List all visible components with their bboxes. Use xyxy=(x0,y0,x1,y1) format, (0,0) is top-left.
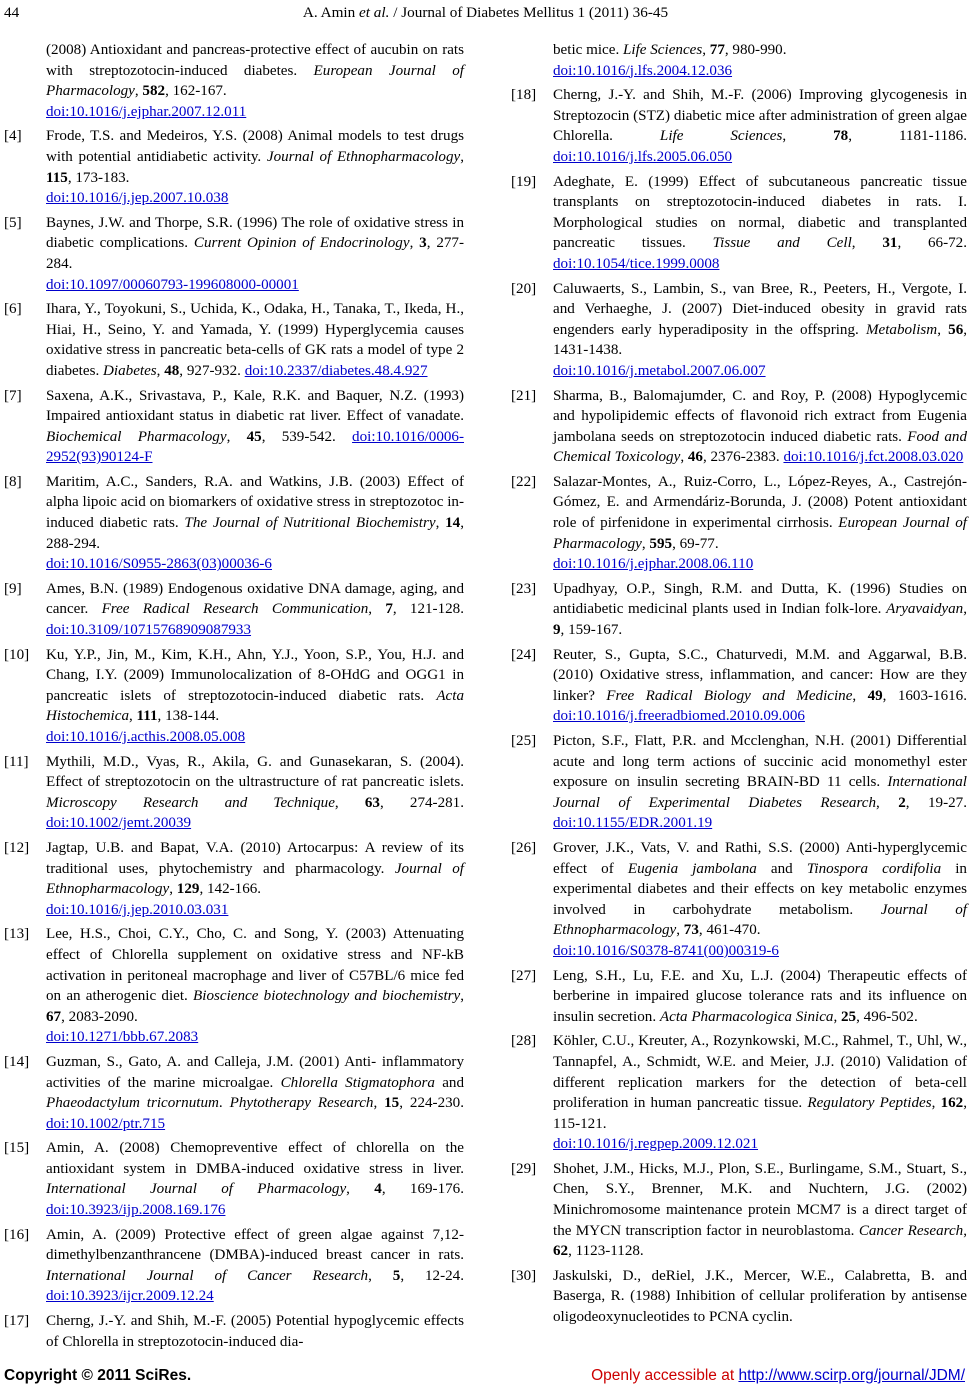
reference-authors-title: Ihara, Y., Toyokuni, S., Uchida, K., Odaka, H., Tanaka, T., Ikeda, H., Hiai, H., Seino, Y. and Yamada, Y. (1999) Hyperglycemia causes oxidative stress in pancreatic beta-cells of GK rats a model of type 2 diabetes. xyxy=(46,301,464,379)
reference-volume: 9 xyxy=(553,622,561,639)
reference-pages: , 138-144. xyxy=(157,708,220,725)
reference-doi-link[interactable]: doi:10.1016/j.lfs.2005.06.050 xyxy=(553,148,733,165)
reference-journal: Journal of Ethnopharmacology xyxy=(46,860,464,898)
reference-authors-title: Sharma, B., Balomajumder, C. and Roy, P. (2008) Hypoglycemic and hypolipidemic effects of flavonoid rich extract from Eugenia jambolana seeds on streptozotocin induced diabetic rats. xyxy=(553,387,967,445)
reference-entry xyxy=(511,1266,967,1328)
reference-journal: European Journal of Pharmacology xyxy=(46,62,464,100)
reference-authors-title: Jaskulski, D., deRiel, J.K., Mercer, W.E., Calabretta, B. and Baserga, R. (1988) Inhibition of cellular proliferation by antisense oligodeoxynucleotides to PCNA cyclin. xyxy=(553,1267,967,1326)
reference-pages: , 1181-1186. xyxy=(848,128,967,145)
reference-text: Shohet, J.M., Hicks, M.J., Plon, S.E., Burlingame, S.M., Stuart, S., Chen, S.Y., Brenner, M.K. and Nuchtern, J.G. (2002) Minichromosome maintenance protein MCM7 is a direct target of the MYCN transcription factor in neuroblastoma. Cancer Research, 62, 1123-1128. xyxy=(553,1160,967,1260)
reference-doi-link[interactable]: doi:10.1016/S0378-8741(00)00319-6 xyxy=(553,942,779,959)
reference-authors-title: Cherng, J.-Y. and Shih, M.-F. (2006) Improving glycogenesis in Streptozocin (STZ) diabetic mice after administration of green algae Chlorella. xyxy=(553,87,967,145)
reference-volume: 46 xyxy=(687,449,703,466)
reference-doi-link[interactable]: doi:10.1016/0006-2952(93)90124-F xyxy=(46,428,464,466)
reference-journal: Cancer Research xyxy=(858,1222,964,1239)
reference-connector: and xyxy=(434,1074,464,1091)
reference-text xyxy=(553,1266,967,1328)
reference-journal: Acta Histochemica xyxy=(46,687,464,725)
reference-doi-link[interactable]: doi:10.3923/ijcr.2009.12.24 xyxy=(46,1288,214,1305)
reference-journal: Journal of Ethnopharmacology xyxy=(266,148,461,165)
reference-authors-title: Salazar-Montes, A., Ruiz-Corro, L., López-Reyes, A., Castrejón-Gómez, E. and Armendáriz-Borunda, J. (2008) Potent antioxidant role of pirfenidone in experimental cirrhosis. xyxy=(553,473,967,532)
reference-number: [9] xyxy=(4,580,22,597)
reference-entry xyxy=(4,924,464,1048)
reference-authors-title: Grover, J.K., Vats, V. and Rathi, S.S. (2000) Anti-hyperglycemic effect of xyxy=(553,839,967,877)
reference-number: [21] xyxy=(511,387,537,404)
reference-pages: , 927-932. xyxy=(179,362,245,379)
reference-pages: , 159-167. xyxy=(560,622,623,639)
reference-journal: Life Sciences xyxy=(659,128,783,145)
reference-italic-term: Tinospora cordifolia xyxy=(806,860,942,877)
reference-authors-title: Ku, Y.P., Jin, M., Kim, K.H., Ahn, Y.J., Yoon, S.P., You, H.J. and Chang, I.Y. (2009) Immunolocalization of 8-OHdG and OGG1 in pancreatic islets of streptozotocin-induced diabetic rats. xyxy=(46,646,464,704)
reference-volume: 14 xyxy=(445,515,461,532)
page-number: 44 xyxy=(4,4,20,21)
reference-authors-title: Baynes, J.W. and Thorpe, S.R. (1996) The role of oxidative stress in diabetic complications. xyxy=(46,214,464,252)
reference-number: [23] xyxy=(511,580,537,597)
reference-pages: , 2376-2383. xyxy=(702,449,784,466)
reference-volume: 4 xyxy=(374,1181,382,1198)
reference-number: [26] xyxy=(511,839,537,856)
reference-volume: 56 xyxy=(948,321,964,338)
reference-volume: 162 xyxy=(940,1095,964,1112)
reference-doi-link[interactable]: doi:10.1016/j.jep.2007.10.038 xyxy=(46,190,229,207)
reference-authors-title: Ames, B.N. (1989) Endogenous oxidative DNA damage, aging, and cancer. xyxy=(46,580,464,618)
reference-text: Upadhyay, O.P., Singh, R.M. and Dutta, K. (1996) Studies on antidiabetic medicinal plants used in Indian folk-lore. Aryavaidyan, 9, 159-167. xyxy=(553,580,967,639)
reference-volume: 73 xyxy=(683,922,699,939)
reference-journal: Phytotherapy Research xyxy=(229,1095,374,1112)
reference-doi-link[interactable]: doi:10.1016/j.jep.2010.03.031 xyxy=(46,901,229,918)
reference-doi-link[interactable]: doi:10.1016/j.fct.2008.03.020 xyxy=(783,449,964,466)
reference-pages: , 274-281. xyxy=(379,794,464,811)
reference-volume: 77 xyxy=(709,42,725,58)
reference-number: [10] xyxy=(4,646,30,663)
reference-doi-link[interactable]: doi:10.1002/jemt.20039 xyxy=(46,815,192,832)
reference-pages: , 461-470. xyxy=(698,922,761,939)
reference-pages: , 173-183. xyxy=(67,169,130,186)
reference-text: Sharma, B., Balomajumder, C. and Roy, P. (2008) Hypoglycemic and hypolipidemic effects of flavonoid rich extract from Eugenia jambolana seeds on streptozotocin induced diabetic rats. Food and Chemical Toxicology, 46, 2376-2383. doi:10.1016/j.fct.2008.03.020 xyxy=(553,387,967,466)
reference-doi-link[interactable]: doi:10.1054/tice.1999.0008 xyxy=(553,255,720,272)
reference-text: Jagtap, U.B. and Bapat, V.A. (2010) Artocarpus: A review of its traditional uses, phytochemistry and pharmacology. Journal of Ethnopharmacology, 129, 142-166. doi:10.1016/j.jep.2010.03.031 xyxy=(46,839,464,918)
reference-entry xyxy=(4,1052,464,1134)
reference-volume: 582 xyxy=(142,83,166,100)
reference-journal: Free Radical Biology and Medicine xyxy=(606,687,853,704)
reference-entry xyxy=(4,579,464,641)
reference-text: Amin, A. (2008) Chemopreventive effect of chlorella on the antioxidant system in DMBA-induced oxidative stress in liver. International Journal of Pharmacology, 4, 169-176. doi:10.3923/ijp.2008.169.176 xyxy=(46,1140,464,1219)
reference-pages: , 277-284. xyxy=(46,235,464,272)
reference-entry xyxy=(511,731,967,834)
reference-text: (2008) Antioxidant and pancreas-protective effect of aucubin on rats with streptozotocin-induced diabetes. European Journal of Pharmacology, 582, 162-167. doi:10.1016/j.ejphar.2007.12.011 xyxy=(46,42,464,120)
reference-volume: 67 xyxy=(46,1008,62,1025)
reference-volume: 49 xyxy=(867,687,883,704)
reference-number: [29] xyxy=(511,1160,537,1177)
reference-entry xyxy=(4,472,464,575)
reference-entry xyxy=(511,172,967,275)
reference-text xyxy=(46,1311,464,1352)
reference-text: Salazar-Montes, A., Ruiz-Corro, L., López-Reyes, A., Castrejón-Gómez, E. and Armendáriz-Borunda, J. (2008) Potent antioxidant role of pirfenidone in experimental cirrhosis. European Journal of Pharmacology, 595, 69-77. doi:10.1016/j.ejphar.2008.06.110 xyxy=(553,473,967,573)
reference-doi-link[interactable]: doi:10.1016/j.regpep.2009.12.021 xyxy=(553,1136,759,1153)
reference-entry xyxy=(511,1159,967,1262)
reference-number: [16] xyxy=(4,1226,30,1243)
reference-number: [15] xyxy=(4,1140,30,1157)
reference-entry xyxy=(4,645,464,748)
reference-pages: , 2083-2090. xyxy=(61,1008,138,1025)
reference-entry xyxy=(4,40,464,122)
reference-entry xyxy=(511,40,967,81)
reference-journal: Journal of Ethnopharmacology xyxy=(553,901,967,939)
reference-text: Adeghate, E. (1999) Effect of subcutaneous pancreatic tissue transplants on streptozotocin-induced diabetes in rats. I. Morphological studies on normal, diabetic and transplanted pancreatic tissues. Tissue and Cell, 31, 66-72. doi:10.1054/tice.1999.0008 xyxy=(553,173,967,272)
reference-volume: 129 xyxy=(176,881,200,898)
journal-url-link[interactable]: http://www.scirp.org/journal/JDM/ xyxy=(738,1367,965,1384)
copyright-notice: Copyright © 2011 SciRes. xyxy=(4,1367,192,1384)
reference-doi-link[interactable]: doi:10.1016/j.ejphar.2007.12.011 xyxy=(46,103,247,120)
reference-number: [4] xyxy=(4,128,22,145)
reference-journal: Biochemical Pharmacology xyxy=(46,428,227,445)
reference-pages: , 66-72. xyxy=(897,235,967,252)
reference-entry xyxy=(511,85,967,167)
right-reference-column xyxy=(511,40,967,1332)
reference-authors-title: Leng, S.H., Lu, F.E. and Xu, L.J. (2004) Therapeutic effects of berberine in impaired glucose tolerance rats and its influence on insulin secretion. xyxy=(553,967,967,1025)
reference-text: Caluwaerts, S., Lambin, S., van Bree, R., Peeters, H., Vergote, I. and Verhaeghe, J. (2007) Diet-induced obesity in gravid rats engenders early hyperadiposity in the offspring. Metabolism, 56, 1431-1438. doi:10.1016/j.metabol.2007.06.007 xyxy=(553,280,968,379)
reference-journal: Aryavaidyan xyxy=(886,601,964,618)
reference-italic-term: Phaeodactylum tricornutum xyxy=(46,1095,219,1112)
reference-entry xyxy=(4,752,464,834)
reference-number: [19] xyxy=(511,173,537,190)
reference-number: [27] xyxy=(511,967,537,984)
reference-text: betic mice. Life Sciences, 77, 980-990. doi:10.1016/j.lfs.2004.12.036 xyxy=(553,42,787,79)
reference-text: Leng, S.H., Lu, F.E. and Xu, L.J. (2004) Therapeutic effects of berberine in impaired glucose tolerance rats and its influence on insulin secretion. Acta Pharmacologica Sinica, 25, 496-502. xyxy=(553,967,967,1025)
reference-number: [28] xyxy=(511,1033,537,1050)
reference-text: Amin, A. (2009) Protective effect of green algae against 7,12-dimethylbenzanthrancene (DMBA)-induced breast cancer in rats. International Journal of Cancer Research, 5, 12-24. doi:10.3923/ijcr.2009.12.24 xyxy=(46,1226,464,1305)
reference-doi-link[interactable]: doi:10.1016/j.freeradbiomed.2010.09.006 xyxy=(553,708,805,725)
reference-italic-term: Eugenia jambolana xyxy=(627,860,757,877)
reference-italic-term: Chlorella Stigmatophora xyxy=(280,1074,435,1091)
reference-journal: Current Opinion of Endocrinology xyxy=(193,235,410,252)
reference-text: Guzman, S., Gato, A. and Calleja, J.M. (2001) Anti- inflammatory activities of the marine microalgae. Chlorella Stigmatophora and Phaeodactylum tricornutum. Phytotherapy Research, 15, 224-230. doi:10.1002/ptr.715 xyxy=(46,1053,464,1132)
reference-text: Lee, H.S., Choi, C.Y., Cho, C. and Song, Y. (2003) Attenuating effect of Chlorella supplement on oxidative stress and NF-kB activation in peritoneal macrophage and liver of C57BL/6 mice fed on an atherogenic diet. Bioscience biotechnology and biochemistry, 67, 2083-2090. doi:10.1271/bbb.67.2083 xyxy=(46,926,464,1046)
reference-authors-title: betic mice. xyxy=(553,42,623,58)
reference-volume: 111 xyxy=(136,708,158,725)
reference-text: Ames, B.N. (1989) Endogenous oxidative DNA damage, aging, and cancer. Free Radical Research Communication, 7, 121-128. doi:10.3109/10715768909087933 xyxy=(46,580,464,639)
reference-entry xyxy=(4,1225,464,1307)
reference-doi-link[interactable]: doi:10.1155/EDR.2001.19 xyxy=(553,815,713,832)
reference-authors-title: Picton, S.F., Flatt, P.R. and Mcclenghan, N.H. (2001) Differential acute and long term actions of succinic acid monomethyl ester exposure on insulin secreting BRAIN-BD 11 cells. xyxy=(553,733,967,791)
reference-entry xyxy=(511,386,967,468)
reference-doi-link[interactable]: doi:10.3109/10715768909087933 xyxy=(46,622,252,639)
reference-volume: 595 xyxy=(649,535,673,552)
reference-journal: European Journal of Pharmacology xyxy=(553,515,967,552)
reference-authors-title: Upadhyay, O.P., Singh, R.M. and Dutta, K. (1996) Studies on antidiabetic medicinal plants used in Indian folk-lore. xyxy=(553,580,967,618)
reference-text: Ihara, Y., Toyokuni, S., Uchida, K., Odaka, H., Tanaka, T., Ikeda, H., Hiai, H., Seino, Y. and Yamada, Y. (1999) Hyperglycemia causes oxidative stress in pancreatic beta-cells of GK rats a model of type 2 diabetes. Diabetes, 48, 927-932. doi:10.2337/diabetes.48.4.927 xyxy=(46,301,464,379)
reference-doi-link[interactable]: doi:10.1016/j.metabol.2007.06.007 xyxy=(553,362,766,379)
reference-text: Grover, J.K., Vats, V. and Rathi, S.S. (2000) Anti-hyperglycemic effect of Eugenia jambolana and Tinospora cordifolia in experimental diabetes and their effects on key metabolic enzymes involved in carbohydrate metabolism. Journal of Ethnopharmacology, 73, 461-470. doi:10.1016/S0378-8741(00)00319-6 xyxy=(553,839,967,959)
reference-entry xyxy=(511,472,967,575)
reference-pages: , 19-27. xyxy=(905,794,967,811)
reference-journal: International Journal of Cancer Research xyxy=(46,1267,369,1284)
reference-authors-title: Maritim, A.C., Sanders, R.A. and Watkins, J.B. (2003) Effect of alpha lipoic acid on biomarkers of oxidative stress in streptozotoc in-induced diabetic rats. xyxy=(46,473,464,532)
reference-doi-link[interactable]: doi:10.1016/j.ejphar.2008.06.110 xyxy=(553,556,754,573)
reference-doi-link[interactable]: doi:10.3923/ijp.2008.169.176 xyxy=(46,1202,226,1219)
reference-pages: , 1603-1616. xyxy=(882,687,967,704)
reference-authors-title: Frode, T.S. and Medeiros, Y.S. (2008) Animal models to test drugs with potential antidiabetic activity. xyxy=(46,128,464,165)
reference-entry xyxy=(4,1138,464,1220)
reference-doi-link[interactable]: doi:10.1016/S0955-2863(03)00036-6 xyxy=(46,556,272,573)
reference-entry xyxy=(511,838,967,962)
reference-text-continued: . xyxy=(218,1095,230,1112)
reference-number: [6] xyxy=(4,301,22,318)
reference-authors-title: Adeghate, E. (1999) Effect of subcutaneous pancreatic tissue transplants on streptozotocin-induced diabetes in rats. I. Morphological studies on normal, diabetic and transplanted pancreatic tissues. xyxy=(553,173,967,252)
reference-doi-link[interactable]: doi:10.1016/j.lfs.2004.12.036 xyxy=(553,62,733,79)
reference-pages: , 121-128. xyxy=(392,601,464,618)
reference-pages: , 12-24. xyxy=(400,1267,464,1284)
reference-entry xyxy=(4,838,464,920)
reference-number: [24] xyxy=(511,646,537,663)
reference-journal: Microscopy Research and Technique xyxy=(46,794,335,811)
reference-journal: Regulatory Peptides xyxy=(807,1095,932,1112)
left-reference-column xyxy=(4,40,464,1356)
reference-pages: , 69-77. xyxy=(672,535,719,552)
reference-journal: Tissue and Cell xyxy=(712,235,852,252)
reference-pages: , 980-990. xyxy=(724,42,787,58)
reference-doi-link[interactable]: doi:10.1002/ptr.715 xyxy=(46,1115,166,1132)
reference-pages: , 496-502. xyxy=(856,1008,918,1025)
reference-journal: Bioscience biotechnology and biochemistry xyxy=(193,988,461,1005)
reference-number: [8] xyxy=(4,473,22,490)
reference-entry xyxy=(511,1031,967,1155)
reference-entry xyxy=(4,126,464,208)
reference-number: [12] xyxy=(4,839,30,856)
reference-authors-title: Caluwaerts, S., Lambin, S., van Bree, R., Peeters, H., Vergote, I. and Verhaeghe, J. (2007) Diet-induced obesity in gravid rats engenders early hyperadiposity in the offspring. xyxy=(553,280,967,338)
reference-volume: 2 xyxy=(898,794,906,811)
reference-pages: , 115-121. xyxy=(553,1095,967,1132)
reference-entry xyxy=(511,279,967,382)
reference-doi-link[interactable]: doi:10.1016/j.acthis.2008.05.008 xyxy=(46,729,246,745)
reference-entry xyxy=(4,213,464,295)
reference-journal: Metabolism xyxy=(865,321,938,338)
reference-authors-title: Köhler, C.U., Kreuter, A., Rozynkowski, M.C., Rahmel, T., Uhl, W., Tannapfel, A., Schmidt, W.E. and Meier, J.J. (2010) Validation of different replication markers for the detection of beta-cell proliferation in human pancreatic tissue. xyxy=(553,1033,967,1112)
reference-volume: 45 xyxy=(246,428,262,445)
reference-journal: Free Radical Research Communication xyxy=(101,601,369,618)
reference-pages: , 224-230. xyxy=(399,1095,464,1112)
reference-volume: 5 xyxy=(392,1267,401,1284)
reference-text: Ku, Y.P., Jin, M., Kim, K.H., Ahn, Y.J., Yoon, S.P., You, H.J. and Chang, I.Y. (2009) Immunolocalization of 8-OHdG and OGG1 in pancreatic islets of streptozotocin-induced diabetic rats. Acta Histochemica, 111, 138-144. doi:10.1016/j.acthis.2008.05.008 xyxy=(46,646,464,745)
reference-doi-link[interactable]: doi:10.1271/bbb.67.2083 xyxy=(46,1029,199,1046)
reference-entry xyxy=(511,579,967,641)
reference-authors-title: Amin, A. (2009) Protective effect of green algae against 7,12-dimethylbenzanthrancene (DMBA)-induced breast cancer in rats. xyxy=(46,1226,464,1264)
reference-text: Picton, S.F., Flatt, P.R. and Mcclenghan, N.H. (2001) Differential acute and long term actions of succinic acid monomethyl ester exposure on insulin secreting BRAIN-BD 11 cells. International Journal of Experimental Diabetes Research, 2, 19-27. doi:10.1155/EDR.2001.19 xyxy=(553,733,967,832)
reference-pages: , 1123-1128. xyxy=(568,1243,644,1260)
reference-connector: and xyxy=(756,860,807,877)
running-header xyxy=(0,2,971,24)
reference-volume: 48 xyxy=(164,362,180,379)
page-footer xyxy=(0,1365,971,1387)
reference-authors-title: Jagtap, U.B. and Bapat, V.A. (2010) Artocarpus: A review of its traditional uses, phytochemistry and pharmacology. xyxy=(46,839,464,877)
reference-volume: 78 xyxy=(833,128,849,145)
reference-volume: 7 xyxy=(385,601,393,618)
reference-volume: 25 xyxy=(841,1008,857,1025)
reference-authors-title: Reuter, S., Gupta, S.C., Chaturvedi, M.M. and Aggarwal, B.B. (2010) Oxidative stress, inflammation, and cancer: How are they linker? xyxy=(553,646,967,704)
reference-number: [5] xyxy=(4,214,22,231)
reference-text: Köhler, C.U., Kreuter, A., Rozynkowski, M.C., Rahmel, T., Uhl, W., Tannapfel, A., Schmidt, W.E. and Meier, J.J. (2010) Validation of different replication markers for the detection of beta-cell proliferation in human pancreatic tissue. Regulatory Peptides, 162, 115-121. doi:10.1016/j.regpep.2009.12.021 xyxy=(553,1033,967,1153)
reference-number: [25] xyxy=(511,733,537,749)
access-notice: Openly accessible at http://www.scirp.org/journal/JDM/ xyxy=(591,1367,965,1384)
reference-text: Saxena, A.K., Srivastava, P., Kale, R.K. and Baquer, N.Z. (1993) Impaired antioxidant status in diabetic rat liver. Effect of vanadate. Biochemical Pharmacology, 45, 539-542. doi:10.1016/0006-2952(93)90124-F xyxy=(46,387,464,466)
reference-authors-title: (2008) Antioxidant and pancreas-protective effect of aucubin on rats with streptozotocin-induced diabetes. xyxy=(46,42,464,79)
reference-entry xyxy=(4,299,464,381)
reference-journal: Diabetes xyxy=(103,362,157,379)
reference-doi-link[interactable]: doi:10.1097/00060793-199608000-00001 xyxy=(46,276,299,293)
reference-volume: 115 xyxy=(46,169,68,186)
reference-authors-title: Guzman, S., Gato, A. and Calleja, J.M. (2001) Anti- inflammatory activities of the marine microalgae. xyxy=(46,1053,464,1091)
reference-journal: Acta Pharmacologica Sinica xyxy=(659,1008,834,1025)
reference-pages: , 162-167. xyxy=(165,83,227,100)
reference-number: [22] xyxy=(511,473,537,490)
reference-number: [18] xyxy=(511,87,537,104)
reference-pages: , 169-176. xyxy=(381,1181,464,1198)
reference-number: [17] xyxy=(4,1313,30,1330)
reference-entry xyxy=(4,386,464,468)
reference-entry xyxy=(511,966,967,1028)
reference-volume: 31 xyxy=(882,235,898,252)
reference-journal: Food and Chemical Toxicology xyxy=(553,428,967,466)
reference-text: Reuter, S., Gupta, S.C., Chaturvedi, M.M. and Aggarwal, B.B. (2010) Oxidative stress, inflammation, and cancer: How are they linker? Free Radical Biology and Medicine, 49, 1603-1616. doi:10.1016/j.freeradbiomed.2010.09.006 xyxy=(553,646,967,725)
reference-entry xyxy=(4,1311,464,1352)
reference-authors-title: Saxena, A.K., Srivastava, P., Kale, R.K. and Baquer, N.Z. (1993) Impaired antioxidant status in diabetic rat liver. Effect of vanadate. xyxy=(46,387,464,425)
reference-pages: , 288-294. xyxy=(46,515,464,552)
reference-text: Maritim, A.C., Sanders, R.A. and Watkins, J.B. (2003) Effect of alpha lipoic acid on biomarkers of oxidative stress in streptozotoc in-induced diabetic rats. The Journal of Nutritional Biochemistry, 14, 288-294. doi:10.1016/S0955-2863(03)00036-6 xyxy=(46,473,464,573)
reference-entry xyxy=(511,645,967,727)
reference-number: [30] xyxy=(511,1267,537,1284)
reference-doi-link[interactable]: doi:10.2337/diabetes.48.4.927 xyxy=(244,362,428,379)
reference-authors-title: Mythili, M.D., Vyas, R., Akila, G. and Gunasekaran, S. (2004). Effect of streptozotocin on the ultrastructure of rat pancreatic islets. xyxy=(46,753,464,791)
reference-authors-title: Cherng, J.-Y. and Shih, M.-F. (2005) Potential hypoglycemic effects of Chlorella in streptozotocin-induced dia- xyxy=(46,1313,464,1350)
reference-text: Baynes, J.W. and Thorpe, S.R. (1996) The role of oxidative stress in diabetic complications. Current Opinion of Endocrinology, 3, 277-284. doi:10.1097/00060793-199608000-00001 xyxy=(46,214,464,293)
reference-journal: Life Sciences xyxy=(623,42,703,58)
reference-number: [7] xyxy=(4,387,22,404)
running-title: A. Amin et al. / Journal of Diabetes Mellitus 1 (2011) 36-45 xyxy=(302,4,669,21)
reference-number: [14] xyxy=(4,1053,30,1070)
reference-volume: 63 xyxy=(364,794,380,811)
reference-pages: , 539-542. xyxy=(261,428,353,445)
reference-volume: 3 xyxy=(419,235,427,252)
reference-text: Cherng, J.-Y. and Shih, M.-F. (2006) Improving glycogenesis in Streptozocin (STZ) diabetic mice after administration of green algae Chlorella. Life Sciences, 78, 1181-1186. doi:10.1016/j.lfs.2005.06.050 xyxy=(553,87,967,165)
reference-number: [11] xyxy=(4,753,29,770)
reference-authors-title: Shohet, J.M., Hicks, M.J., Plon, S.E., Burlingame, S.M., Stuart, S., Chen, S.Y., Brenner, M.K. and Nuchtern, J.G. (2002) Minichromosome maintenance protein MCM7 is a direct target of the MYCN transcription factor in neuroblastoma. xyxy=(553,1160,967,1239)
reference-number: [13] xyxy=(4,926,30,943)
reference-authors-title: Lee, H.S., Choi, C.Y., Cho, C. and Song, Y. (2003) Attenuating effect of Chlorella supplement on oxidative stress and NF-kB activation in peritoneal macrophage and liver of C57BL/6 mice fed on an atherogenic diet. xyxy=(46,926,464,1005)
reference-pages: , 142-166. xyxy=(199,881,262,898)
reference-volume: 15 xyxy=(384,1095,400,1112)
reference-journal: The Journal of Nutritional Biochemistry xyxy=(184,515,436,532)
reference-authors-title: Amin, A. (2008) Chemopreventive effect of chlorella on the antioxidant system in DMBA-induced oxidative stress in liver. xyxy=(46,1140,464,1177)
reference-pages: , 1431-1438. xyxy=(553,321,968,359)
reference-volume: 62 xyxy=(553,1243,569,1260)
reference-journal: International Journal of Experimental Diabetes Research xyxy=(553,774,967,811)
reference-journal: International Journal of Pharmacology xyxy=(46,1181,347,1198)
reference-text: Frode, T.S. and Medeiros, Y.S. (2008) Animal models to test drugs with potential antidiabetic activity. Journal of Ethnopharmacology, 115, 173-183. doi:10.1016/j.jep.2007.10.038 xyxy=(46,128,464,207)
reference-text: Mythili, M.D., Vyas, R., Akila, G. and Gunasekaran, S. (2004). Effect of streptozotocin on the ultrastructure of rat pancreatic islets. Microscopy Research and Technique, 63, 274-281. doi:10.1002/jemt.20039 xyxy=(46,753,464,832)
reference-text-continued: in experimental diabetes and their effects on key metabolic enzymes involved in carbohydrate metabolism. xyxy=(553,860,967,918)
reference-number: [20] xyxy=(511,280,537,297)
